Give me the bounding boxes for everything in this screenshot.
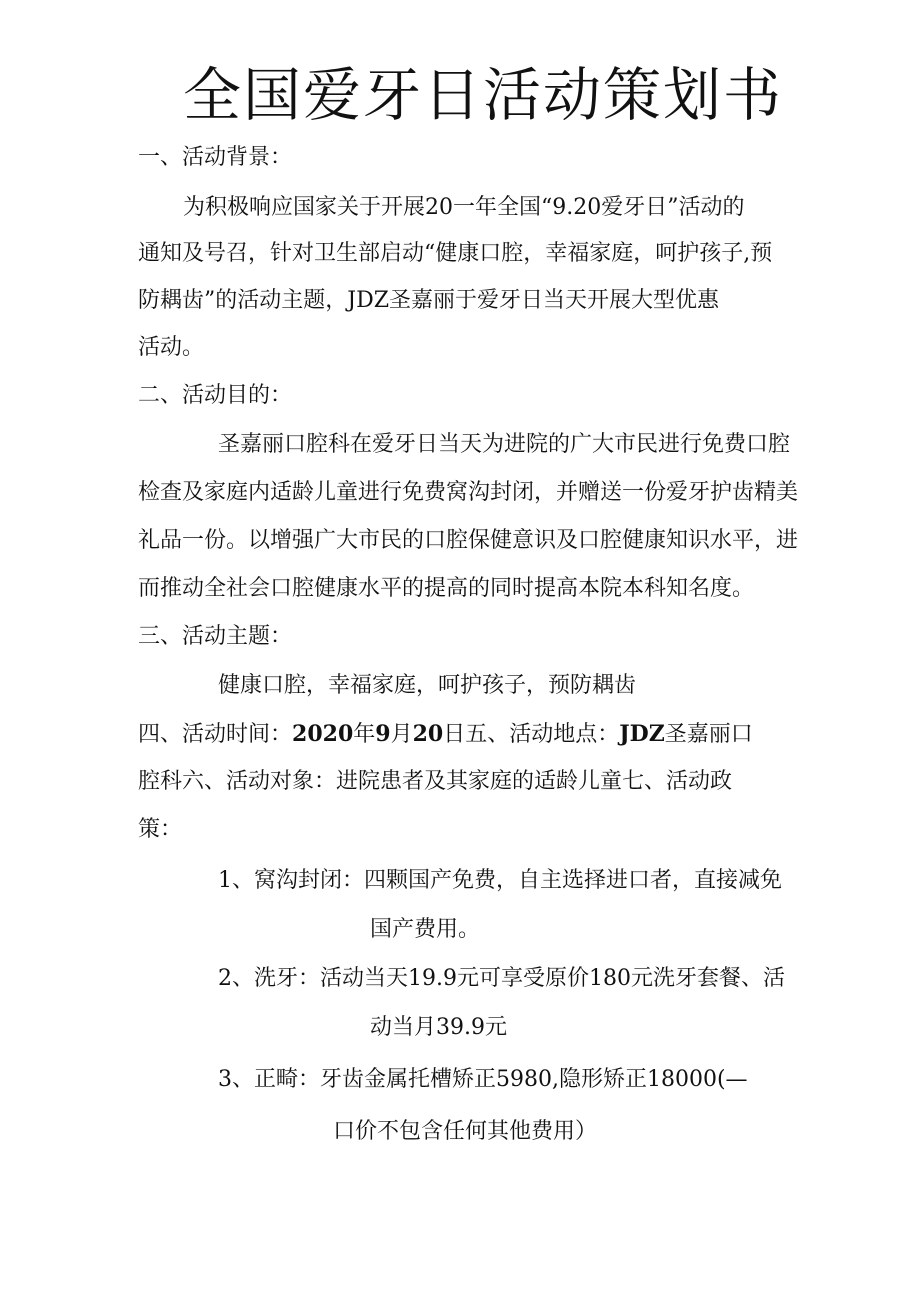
document-title: 全国爱牙日活动策划书: [183, 61, 784, 129]
purpose-line-2: 检查及家庭内适龄儿童进行免费窝沟封闭，并赠送一份爱牙护齿精美: [138, 480, 799, 505]
background-line-4: 活动。: [138, 335, 205, 360]
location-name: 圣嘉丽口: [664, 722, 753, 747]
purpose-line-1: 圣嘉丽口腔科在爱牙日当天为进院的广大市民进行免费口腔: [218, 432, 791, 457]
policy-item-2-line-1: 2、洗牙：活动当天19.9元可享受原价180元洗牙套餐、活: [218, 966, 785, 991]
section-time-location-line: [138, 720, 753, 749]
month-char: 月: [390, 722, 413, 747]
event-month: 9: [375, 721, 391, 747]
section-time-location-line-3: 策：: [138, 817, 183, 842]
purpose-line-3: 礼品一份。以增强广大市民的口腔保健意识及口腔健康知识水平，进: [138, 528, 799, 553]
time-label: 四、活动时间：: [138, 722, 293, 747]
location-label: 日五、活动地点：: [443, 722, 620, 747]
policy-item-2-line-2: 动当月39.9元: [370, 1015, 507, 1040]
theme-text: 健康口腔，幸福家庭，呵护孩子，预防耦齿: [218, 673, 637, 698]
event-day: 20: [412, 721, 444, 747]
background-line-2: 通知及号召，针对卫生部启动“健康口腔，幸福家庭，呵护孩子,预: [138, 241, 773, 266]
policy-item-1-line-1: 1、窝沟封闭：四颗国产免费，自主选择进口者，直接减免: [218, 868, 782, 893]
policy-item-3-line-2: 口价不包含任何其他费用）: [333, 1119, 598, 1144]
section-heading-purpose: 二、活动目的：: [138, 383, 293, 408]
section-heading-theme: 三、活动主题：: [138, 624, 293, 649]
section-time-location-line-2: 腔科六、活动对象：进院患者及其家庭的适龄儿童七、活动政: [138, 769, 733, 794]
policy-item-3-line-1: 3、正畸：牙齿金属托槽矫正5980,隐形矫正18000(—: [218, 1067, 748, 1092]
location-code: JDZ: [619, 721, 665, 747]
section-heading-background: 一、活动背景：: [138, 145, 293, 170]
purpose-line-4: 而推动全社会口腔健康水平的提高的同时提高本院本科知名度。: [138, 576, 755, 601]
policy-item-1-line-2: 国产费用。: [370, 917, 481, 942]
event-year: 2020: [292, 721, 354, 747]
background-line-3: 防耦齿”的活动主题，JDZ圣嘉丽于爱牙日当天开展大型优惠: [138, 288, 719, 313]
year-char: 年: [353, 722, 376, 747]
background-line-1: 为积极响应国家关于开展20一年全国“9.20爱牙日”活动的: [183, 195, 745, 220]
